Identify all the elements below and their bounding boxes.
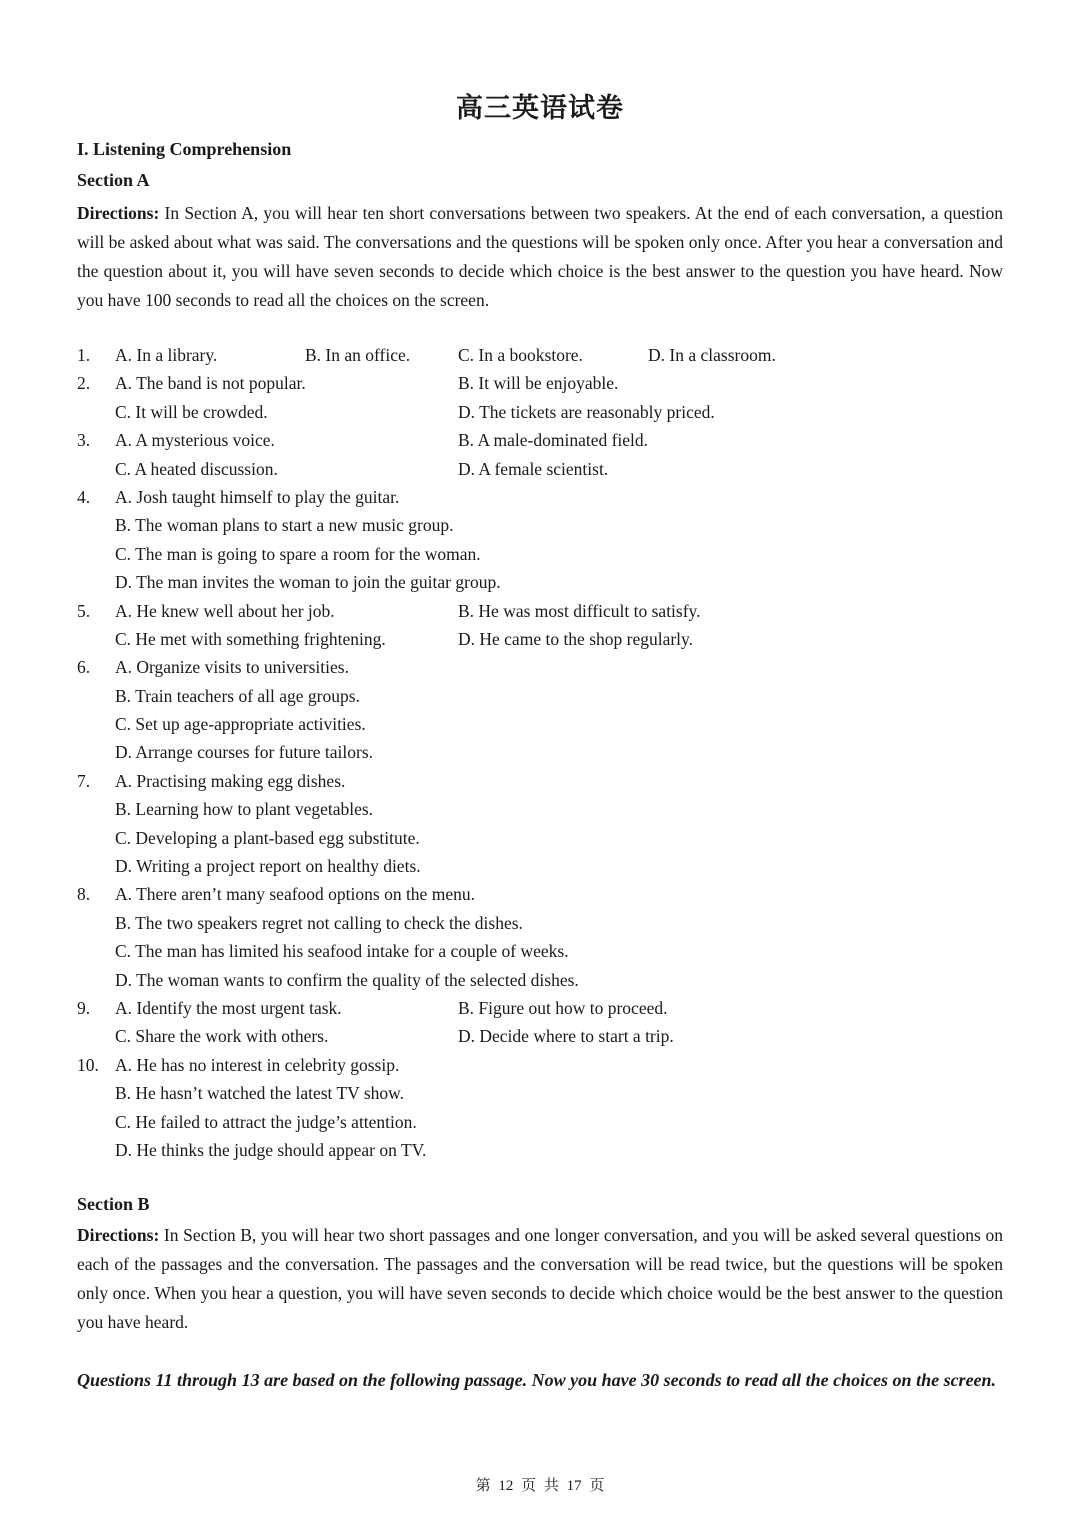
option-b: B. The woman plans to start a new music group. [115,515,454,536]
option-b: B. The two speakers regret not calling to check the dishes. [115,912,523,933]
option-d: D. The woman wants to confirm the quality of the selected dishes. [115,969,579,990]
option-b: B. A male-dominated field. [458,430,649,451]
option-c: C. Share the work with others. [115,1026,329,1047]
question-2-cont [77,398,1007,426]
option-a: A. In a library. [115,345,218,365]
option-b: B. It will be enjoyable. [458,373,619,394]
page-title: 高三英语试卷 [456,93,624,124]
question-6-c [77,710,1007,738]
question-1 [77,341,1007,369]
option-a: A. He knew well about her job. [115,600,335,621]
directions-text: In Section B, you will hear two short passages and one longer conversation, and you will be asked several questions on each of the passages and the conversation. The passages and the conversation will be read twice, but the questions will be spoken only once. When you hear a question, you will have seven seconds to decide which choice would be the best answer to the question you have heard. [77,1225,1003,1332]
question-6 [77,653,1007,681]
directions-text: In Section A, you will hear ten short conversations between two speakers. At the end of each conversation, a question will be asked about what was said. The conversations and the questions will be spoken only once. After you hear a conversation and the question about it, you will have seven seconds to decide which choice is the best answer to the question you have heard. Now you have 100 seconds to read all the choices on the screen. [77,203,1003,310]
option-b: B. Train teachers of all age groups. [115,685,360,706]
option-b: B. Learning how to plant vegetables. [115,799,374,820]
option-b: B. In an office. [305,345,411,365]
option-c: C. Set up age-appropriate activities. [115,714,366,735]
option-a: A. There aren’t many seafood options on the menu. [115,884,475,905]
question-6-d [77,738,1007,766]
option-c: C. In a bookstore. [458,345,583,365]
section-b-heading: Section B [77,1194,150,1214]
part-heading: I. Listening Comprehension [77,139,292,159]
question-number: 4. [77,486,91,507]
question-8-c [77,937,1007,965]
option-a: A. Practising making egg dishes. [115,770,346,791]
passage-instruction: Questions 11 through 13 are based on the following passage. Now you have 30 seconds to read all the choices on the screen. [77,1370,997,1390]
option-c: C. Developing a plant-based egg substitute. [115,827,420,848]
question-9 [77,994,1007,1022]
question-number: 1. [77,345,91,365]
section-b-directions [77,1221,1003,1337]
question-3 [77,426,1007,454]
option-c: C. He failed to attract the judge’s attention. [115,1111,417,1132]
question-4-b [77,511,1007,539]
option-b: B. He hasn’t watched the latest TV show. [115,1083,405,1104]
option-a: A. A mysterious voice. [115,430,275,451]
question-number: 2. [77,373,91,394]
question-10-b [77,1079,1007,1107]
option-d: D. In a classroom. [648,345,776,365]
option-a: A. The band is not popular. [115,373,306,394]
question-number: 9. [77,997,91,1018]
option-d: D. Writing a project report on healthy diets. [115,856,421,877]
question-8 [77,880,1007,908]
option-c: C. A heated discussion. [115,458,278,479]
question-3-cont [77,455,1007,483]
question-6-b [77,682,1007,710]
question-number: 7. [77,770,91,791]
option-b: B. He was most difficult to satisfy. [458,600,701,621]
question-5 [77,597,1007,625]
option-a: A. Identify the most urgent task. [115,997,342,1018]
option-a: A. Organize visits to universities. [115,657,349,678]
question-5-cont [77,625,1007,653]
question-10 [77,1051,1007,1079]
question-8-d [77,966,1007,994]
question-9-cont [77,1022,1007,1050]
option-d: D. Arrange courses for future tailors. [115,742,374,763]
question-10-c [77,1108,1007,1136]
question-4-d [77,568,1007,596]
question-7-c [77,824,1007,852]
option-d: D. Decide where to start a trip. [458,1026,674,1047]
option-c: C. The man has limited his seafood intake for a couple of weeks. [115,941,569,962]
option-d: D. The man invites the woman to join the guitar group. [115,572,501,593]
question-2 [77,369,1007,397]
question-7-b [77,795,1007,823]
question-number: 3. [77,430,91,451]
option-b: B. Figure out how to proceed. [458,997,668,1018]
question-4 [77,483,1007,511]
directions-label: Directions: [77,1225,160,1245]
option-a: A. Josh taught himself to play the guitar. [115,486,400,507]
section-a-heading: Section A [77,170,150,190]
option-d: D. He thinks the judge should appear on TV. [115,1139,427,1160]
question-4-c [77,540,1007,568]
question-number: 10. [77,1054,99,1075]
question-7 [77,767,1007,795]
option-c: C. It will be crowded. [115,401,268,422]
option-c: C. The man is going to spare a room for the woman. [115,543,481,564]
question-list [77,341,1007,1164]
option-a: A. He has no interest in celebrity gossip. [115,1054,400,1075]
option-c: C. He met with something frightening. [115,628,386,649]
question-number: 6. [77,657,91,678]
section-a-directions [77,199,1003,315]
question-8-b [77,909,1007,937]
directions-label: Directions: [77,203,160,223]
question-7-d [77,852,1007,880]
question-number: 8. [77,884,91,905]
option-d: D. The tickets are reasonably priced. [458,401,715,422]
question-number: 5. [77,600,91,621]
option-d: D. He came to the shop regularly. [458,628,694,649]
page-number-footer: 第 12 页 共 17 页 [475,1478,605,1494]
question-10-d [77,1136,1007,1164]
option-d: D. A female scientist. [458,458,609,479]
